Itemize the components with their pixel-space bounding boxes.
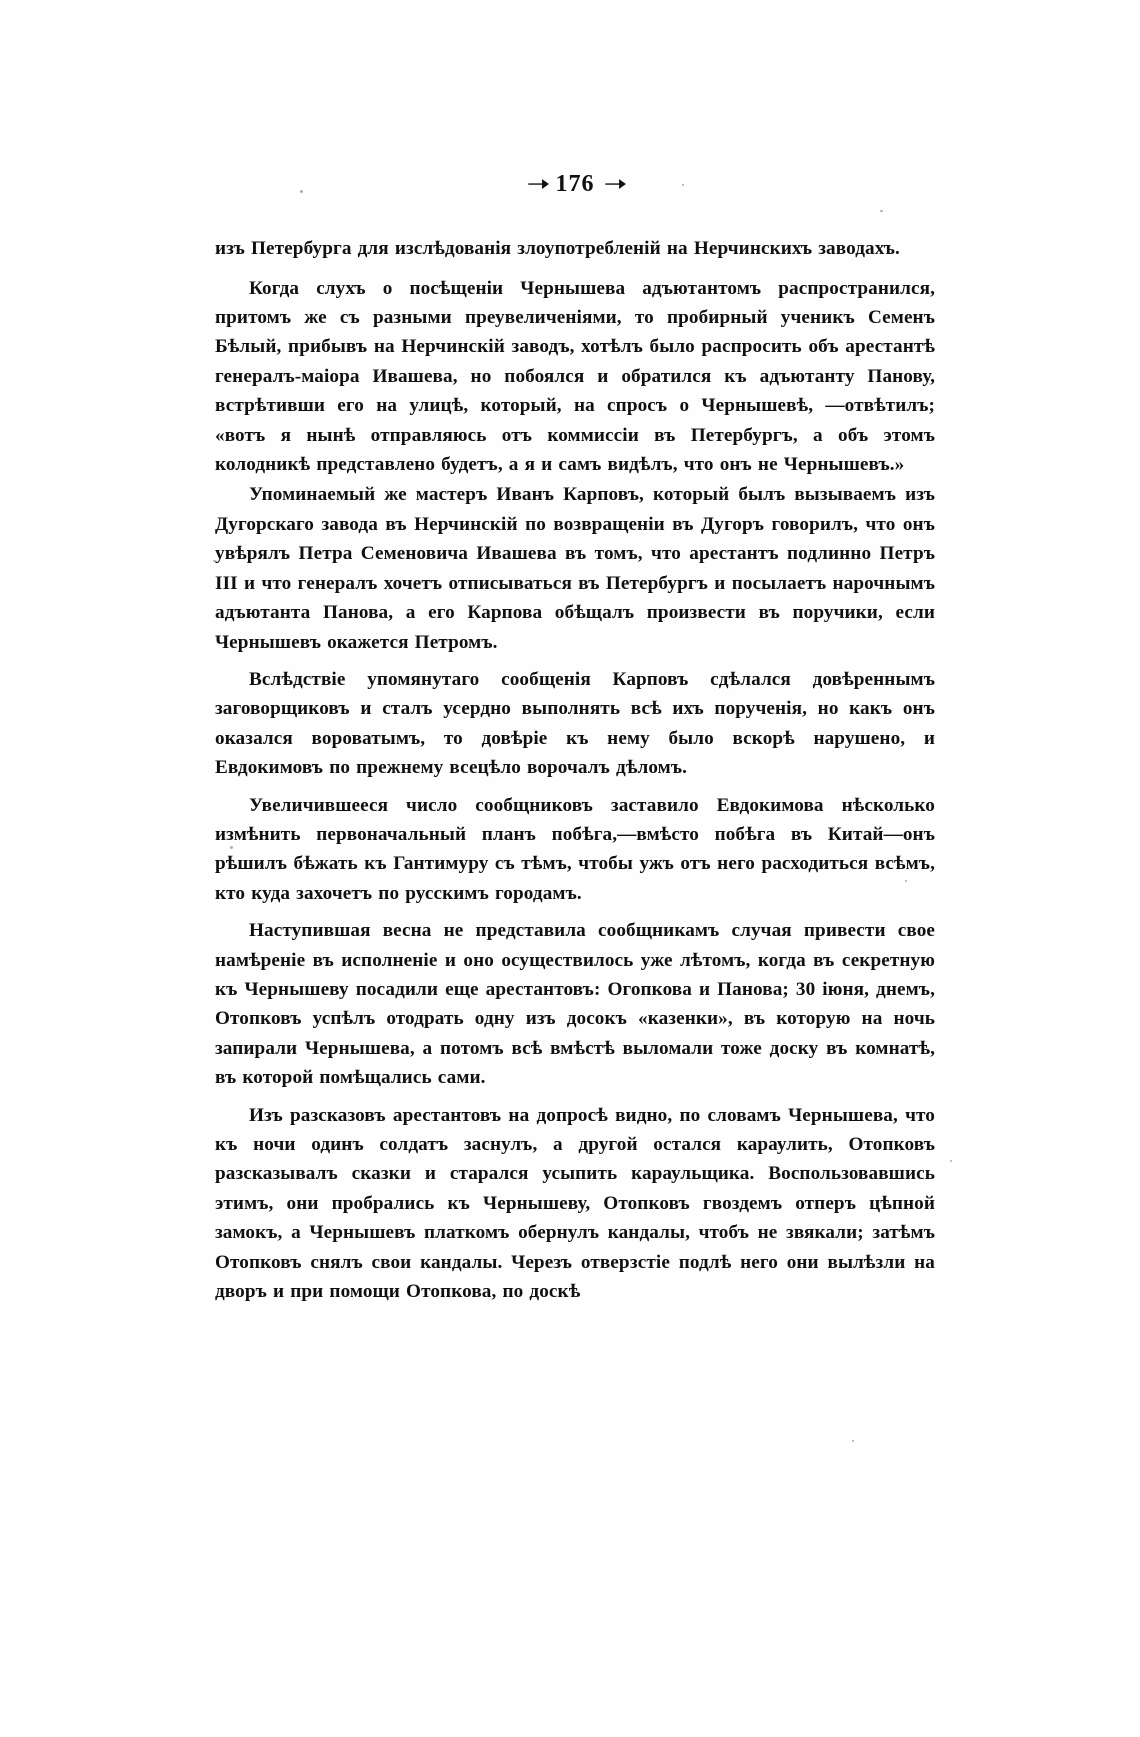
paragraph: Вслѣдствіе упомянутаго сообщенія Карповъ сдѣлался довѣреннымъ заговорщиковъ и сталъ усердно выполнять всѣ ихъ порученія, но какъ онъ оказался вороватымъ, то довѣріе къ нему было вскорѣ нарушено, и Евдокимовъ по прежнему всецѣло ворочалъ дѣломъ.: [215, 668, 935, 779]
paragraph: изъ Петербурга для изслѣдованія злоупотребленій на Нерчинскихъ заводахъ.: [215, 238, 900, 260]
paragraph-spacer: [215, 784, 935, 791]
paragraph-spacer: [215, 1094, 935, 1101]
paragraph: Упоминаемый же мастеръ Иванъ Карповъ, который былъ вызываемъ изъ Дугорскаго завода въ Нерчинскій по возвращеніи въ Дугоръ говорилъ, что онъ увѣрялъ Петра Семеновича Ивашева въ томъ, что арестантъ подлинно Петръ III и что генералъ хочетъ отписываться въ Петербургъ и посылаетъ нарочнымъ адъютанта Панова, а его Карпова обѣщалъ произвести въ поручики, если Чернышевъ окажется Петромъ.: [215, 484, 935, 653]
ornament-right-icon: ➝: [603, 174, 624, 196]
scan-speck: [950, 1160, 952, 1162]
page-number: 176: [555, 171, 595, 198]
paragraph-spacer: [215, 658, 935, 665]
paragraph: Изъ разсказовъ арестантовъ на допросѣ видно, по словамъ Чернышева, что къ ночи одинъ солдатъ заснулъ, а другой остался караулить, Отопковъ разсказывалъ сказки и старался усыпить караульщика. Воспользовавшись этимъ, они пробрались къ Чернышеву, Отопковъ гвоздемъ отперъ цѣпной замокъ, а Чернышевъ платкомъ обернулъ кандалы, чтобъ не звякали; затѣмъ Отопковъ снялъ свои кандалы. Черезъ отверзстіе подлѣ него они вылѣзли на дворъ и при помощи Отопкова, по доскѣ: [215, 1104, 935, 1303]
paragraph: Когда слухъ о посѣщеніи Чернышева адъютантомъ распространился, притомъ же съ разными преувеличеніями, то пробирный ученикъ Семенъ Бѣлый, прибывъ на Нерчинскій заводъ, хотѣлъ было распросить объ арестантѣ генералъ-маіора Ивашева, но побоялся и обратился къ адъютанту Панову, встрѣтивши его на улицѣ, который, на спросъ о Чернышевѣ, —отвѣтилъ; «вотъ я нынѣ отправляюсь отъ коммиссіи въ Петербургъ, а объ этомъ колодникѣ представлено будетъ, а я и самъ видѣлъ, что онъ не Чернышевъ.»: [215, 277, 935, 476]
paragraph: Увеличившееся число сообщниковъ заставило Евдокимова нѣсколько измѣнить первоначальный планъ побѣга,—вмѣсто побѣга въ Китай—онъ рѣшилъ бѣжать къ Гантимуру съ тѣмъ, чтобы ужъ отъ него расходиться всѣмъ, кто куда захочетъ по русскимъ городамъ.: [215, 794, 935, 904]
paragraph-spacer: [215, 909, 935, 916]
page-folio: [215, 170, 935, 198]
paragraph: Наступившая весна не представила сообщникамъ случая привести свое намѣреніе въ исполненіе и оно осуществилось уже лѣтомъ, когда въ секретную къ Чернышеву посадили еще арестантовъ: Огопкова и Панова; 30 іюня, днемъ, Отопковъ успѣлъ отодрать одну изъ досокъ «казенки», въ которую на ночь запирали Чернышева, а потомъ всѣ вмѣстѣ выломали тоже доску въ комнатѣ, въ которой помѣщались сами.: [215, 920, 935, 1089]
page-text-block: [215, 170, 935, 1307]
ornament-left-icon: ➝: [526, 174, 547, 196]
scan-speck: [852, 1440, 854, 1442]
